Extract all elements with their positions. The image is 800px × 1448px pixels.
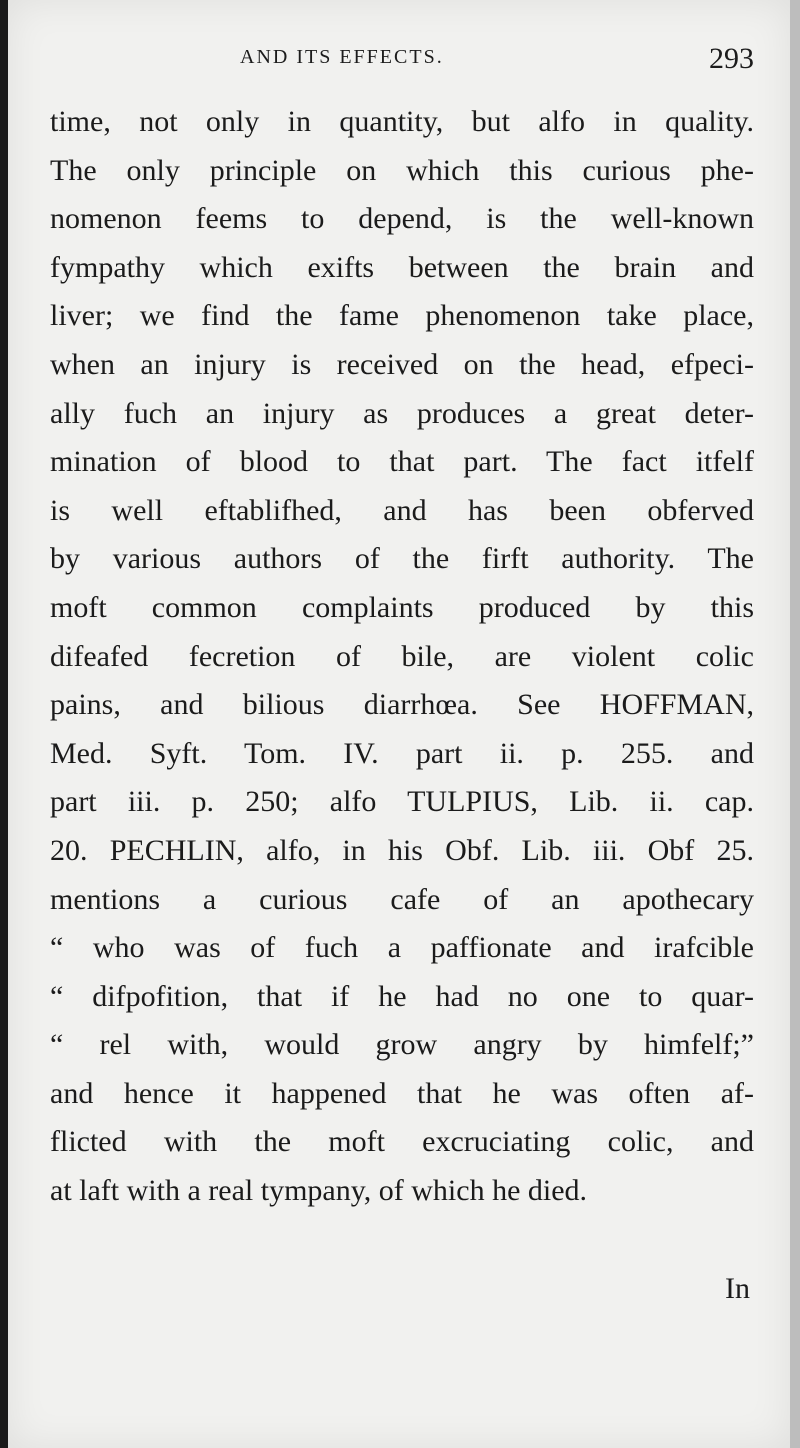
text-line: moft common complaints produced by this	[50, 590, 754, 624]
page-header	[8, 40, 790, 80]
catchword: In	[725, 1272, 750, 1305]
running-head: AND ITS EFFECTS.	[240, 46, 444, 68]
text-line: “ rel with, would grow angry by himfelf;”	[50, 1028, 754, 1062]
text-line: pains, and bilious diarrhœa. See HOFFMAN,	[50, 688, 754, 722]
page-number: 293	[709, 42, 754, 75]
book-page	[8, 0, 790, 1448]
text-line: at laft with a real tympany, of which he died.	[50, 1174, 588, 1208]
text-line: mentions a curious cafe of an apothecary	[50, 882, 754, 916]
text-line: liver; we find the fame phenomenon take place,	[50, 299, 754, 333]
body-text	[50, 98, 754, 1216]
text-line: Med. Syft. Tom. IV. part ii. p. 255. and	[50, 736, 754, 770]
text-line: The only principle on which this curious phe-	[50, 153, 754, 187]
text-line: flicted with the moft excruciating colic, and	[50, 1125, 754, 1159]
text-line: ally fuch an injury as produces a great deter-	[50, 396, 754, 430]
page-edge-shadow	[790, 0, 800, 1448]
text-line: “ who was of fuch a paffionate and irafcible	[50, 931, 754, 965]
text-line: mination of blood to that part. The fact itfelf	[50, 445, 754, 479]
text-line: when an injury is received on the head, efpeci-	[50, 347, 754, 381]
text-line: time, not only in quantity, but alfo in quality.	[50, 105, 754, 138]
text-line: is well eftablifhed, and has been obferved	[50, 493, 754, 527]
text-line: and hence it happened that he was often af-	[50, 1076, 754, 1110]
text-line: 20. PECHLIN, alfo, in his Obf. Lib. iii. Obf 25.	[50, 833, 754, 867]
text-line: difeafed fecretion of bile, are violent colic	[50, 639, 754, 673]
text-line: fympathy which exifts between the brain and	[50, 250, 754, 284]
text-line: part iii. p. 250; alfo TULPIUS, Lib. ii. cap.	[50, 785, 754, 819]
text-line: nomenon feems to depend, is the well-known	[50, 202, 754, 236]
text-line: by various authors of the firft authority. The	[50, 542, 754, 576]
text-line: “ difpofition, that if he had no one to quar-	[50, 979, 754, 1013]
